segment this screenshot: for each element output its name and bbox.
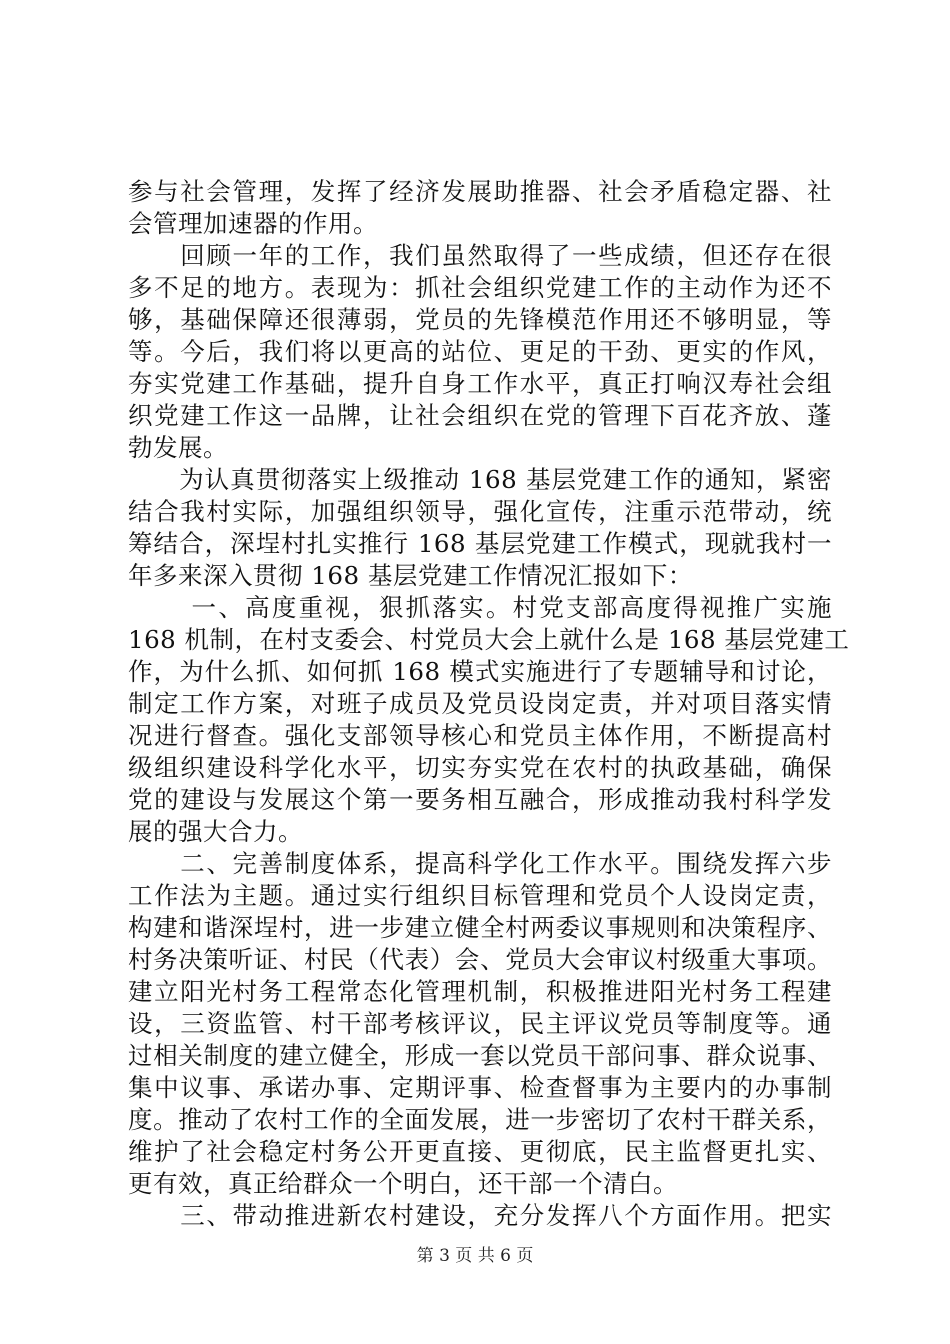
text-line: 一、高度重视，狠抓落实。村党支部高度得视推广实施 (128, 593, 832, 622)
text-line: 够，基础保障还很薄弱，党员的先锋模范作用还不够明显，等 (128, 305, 832, 334)
text-line: 党的建设与发展这个第一要务相互融合，形成推动我村科学发 (128, 785, 832, 814)
text-line: 更有效，真正给群众一个明白，还干部一个清白。 (128, 1169, 678, 1198)
text-line: 勃发展。 (128, 433, 228, 462)
text-line: 二、完善制度体系，提高科学化工作水平。围绕发挥六步 (128, 849, 832, 878)
text-line: 夯实党建工作基础，提升自身工作水平，真正打响汉寿社会组 (128, 369, 832, 398)
document-body (128, 176, 850, 1232)
text-line: 构建和谐深埕村，进一步建立健全村两委议事规则和决策程序、 (128, 913, 832, 942)
text-line: 况进行督查。强化支部领导核心和党员主体作用，不断提高村 (128, 721, 832, 750)
text-line: 过相关制度的建立健全，形成一套以党员干部问事、群众说事、 (128, 1041, 832, 1070)
text-line: 结合我村实际，加强组织领导，强化宣传，注重示范带动，统 (128, 497, 832, 526)
text-line: 织党建工作这一品牌，让社会组织在党的管理下百花齐放、蓬 (128, 401, 832, 430)
text-line: 筹结合，深埕村扎实推行 168 基层党建工作模式，现就我村一 (128, 529, 832, 558)
text-line: 度。推动了农村工作的全面发展，进一步密切了农村干群关系， (128, 1105, 832, 1134)
text-line: 作，为什么抓、如何抓 168 模式实施进行了专题辅导和讨论， (128, 657, 832, 686)
text-line: 回顾一年的工作，我们虽然取得了一些成绩，但还存在很 (128, 241, 832, 270)
text-line: 等。今后，我们将以更高的站位、更足的干劲、更实的作风， (128, 337, 832, 366)
text-line: 建立阳光村务工程常态化管理机制，积极推进阳光村务工程建 (128, 977, 832, 1006)
text-line: 工作法为主题。通过实行组织目标管理和党员个人设岗定责， (128, 881, 832, 910)
text-line: 村务决策听证、村民（代表）会、党员大会审议村级重大事项。 (128, 945, 832, 974)
text-line: 展的强大合力。 (128, 817, 303, 846)
text-line: 设，三资监管、村干部考核评议，民主评议党员等制度等。通 (128, 1009, 832, 1038)
text-line: 会管理加速器的作用。 (128, 209, 378, 238)
text-line: 制定工作方案，对班子成员及党员设岗定责，并对项目落实情 (128, 689, 832, 718)
text-line: 参与社会管理，发挥了经济发展助推器、社会矛盾稳定器、社 (128, 177, 832, 206)
page-footer: 第 3 页 共 6 页 (416, 1246, 534, 1266)
text-line: 三、带动推进新农村建设，充分发挥八个方面作用。把实 (128, 1201, 832, 1230)
text-line: 年多来深入贯彻 168 基层党建工作情况汇报如下： (128, 561, 693, 590)
text-line: 维护了社会稳定村务公开更直接、更彻底，民主监督更扎实、 (128, 1137, 832, 1166)
text-line: 为认真贯彻落实上级推动 168 基层党建工作的通知，紧密 (128, 465, 832, 494)
text-line: 集中议事、承诺办事、定期评事、检查督事为主要内的办事制 (128, 1073, 832, 1102)
text-line: 级组织建设科学化水平，切实夯实党在农村的执政基础，确保 (128, 753, 832, 782)
text-line: 多不足的地方。表现为：抓社会组织党建工作的主动作为还不 (128, 273, 832, 302)
text-line: 168 机制，在村支委会、村党员大会上就什么是 168 基层党建工 (128, 625, 850, 654)
